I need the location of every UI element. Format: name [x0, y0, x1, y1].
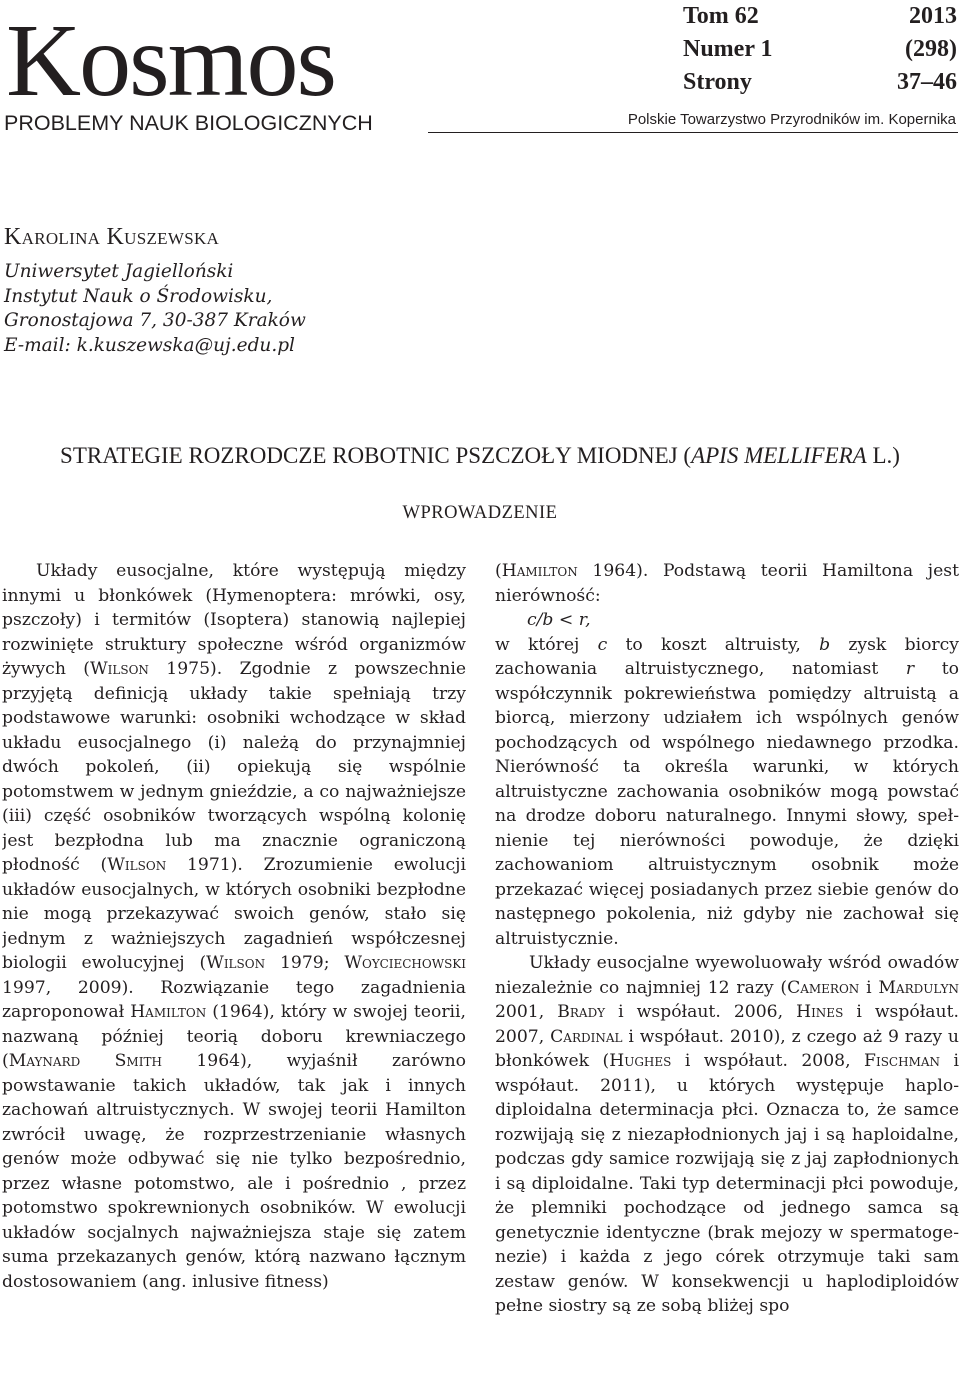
text-run: i współaut. 2008, [671, 1051, 865, 1071]
paragraph-text [495, 635, 959, 949]
text-run: 1975). Zgodnie z powszechnie przyjętą definicją układy takie spełniają trzy podstawowe warunki: osobniki wchodzące w skład układu eusocjalnego (i) należą do przynajmniej dwóch pokoleń, (ii) opiekują się wspólnie potomstwem w jednym gnieździe, a co najważniejsze (iii) część osobników tworzących wspólną kolonię jest bezpłodna lub ma znacznie ograniczoną płodność ( [2, 659, 466, 875]
text-run: Układy eusocjalne, które występują między innymi u błonkówek (Hymenoptera: mrówki, osy, pszczoły) i termitów (Isoptera) stanowią najlepiej rozwinięte struktury społeczne wśród organizmów żywych ( [2, 561, 466, 679]
citation-author: Mardulyn [878, 977, 959, 998]
issue-info [683, 0, 957, 99]
text-run: 1964). Podstawą teorii Hamiltona jest nierówność: [495, 561, 959, 606]
affiliation-line: Instytut Nauk o Środowisku, [4, 285, 273, 307]
article-title [0, 442, 960, 470]
text-run: to współczynnik pokrewieństwa pomiędzy altruistą a biorcą, mierzony udziałem ich wspólnych genów pochodzących od wspólnego niedawnego przodka. Nierówność ta określa warunki, w których altruistyczne zachowania osobników mogą powstać na drodze doboru naturalnego. Innymi słowy, spełnienie tej nierówności powoduje, że dzięki zachowaniom altruistycznym osobnik może przekazać więcej posiadanych przez siebie genów do następnego pokolenia, niż gdyby nie zachował się altruistycznie. [495, 659, 959, 949]
section-heading: WPROWADZENIE [402, 503, 558, 523]
citation-author: Brady [557, 1002, 606, 1022]
text-run: i współaut. 2007, [495, 1002, 959, 1047]
header-rule [428, 132, 958, 133]
left-column [2, 559, 466, 1397]
body-paragraph [2, 559, 466, 1294]
issue-number: (298) [905, 36, 957, 62]
issue-year: 2013 [909, 3, 957, 29]
issue-number-row [683, 33, 957, 66]
affiliation-line: Uniwersytet Jagielloński [4, 261, 234, 282]
body-paragraph [495, 951, 959, 1319]
citation-author: Woyciechowski [344, 953, 466, 973]
author-name: Karolina Kuszewska [4, 224, 220, 250]
body-paragraph [495, 559, 959, 951]
text-run: ( [495, 561, 502, 581]
journal-subtitle: PROBLEMY NAUK BIOLOGICZNYCH [4, 111, 373, 135]
author-affiliation [4, 260, 306, 358]
society-name: Polskie Towarzystwo Przyrodników im. Kopernika [627, 111, 956, 128]
math-variable: b [819, 634, 831, 655]
formula: c/b < r, [527, 610, 591, 630]
citation-author: Wilson [107, 855, 167, 875]
volume-label: Tom 62 [683, 3, 759, 29]
text-run: 1997, 2009). Rozwiązanie tego zagadnienia zaproponował [2, 977, 466, 1022]
issue-pages: 37–46 [897, 69, 957, 95]
citation-author: Maynard Smith [8, 1051, 162, 1071]
citation-author: Hamilton [501, 561, 578, 581]
title-suffix: L.) [866, 443, 900, 468]
text-run: 1971). Zrozumienie ewolucji układów eusocjalnych, w których osobniki bezpłodne nie mogą przekazywać swoich genów, stało się jednym z ważniejszych zagadnień współczesnej biologii ewolucyjnej ( [2, 855, 466, 973]
pages-label: Strony [683, 69, 752, 95]
author-email[interactable]: E-mail: k.kuszewska@uj.edu.pl [4, 334, 295, 356]
title-text: STRATEGIE ROZRODCZE ROBOTNIC PSZCZOŁY MIODNEJ ( [60, 443, 692, 468]
text-run: i współaut. 2010), z czego aż 9 razy u błonkówek ( [495, 1026, 959, 1071]
text-run: 1979; [265, 953, 345, 973]
text-run: to koszt altruisty, [607, 634, 820, 655]
math-variable: c [597, 634, 608, 655]
paragraph-text [495, 561, 959, 606]
text-run: w której [495, 634, 598, 655]
journal-logo: Kosmos [6, 3, 335, 118]
text-run: i [859, 977, 879, 998]
citation-author: Wilson [89, 659, 149, 679]
issue-volume-row [683, 0, 957, 33]
citation-author: Hughes [609, 1051, 672, 1071]
citation-author: Cardinal [550, 1026, 623, 1047]
text-run: (1964), który w swojej teorii, nazwaną później teorią doboru krewniaczego ( [2, 1002, 466, 1071]
text-run: 2001, [495, 1002, 558, 1022]
text-run: Układy eusocjalne wyewoluowały wśród owadów niezależnie co najmniej 12 razy ( [495, 953, 959, 998]
citation-author: Hamilton [130, 1002, 207, 1022]
citation-author: Fischman [864, 1051, 941, 1071]
text-run: zysk biorcy zachowania altruistycznego, natomiast [495, 634, 959, 679]
right-column [495, 559, 959, 1397]
text-run: 1964), wyjaśnił zarówno powstawanie takich układów, tak jak i innych zachowań altruistycznych. W swojej teorii Hamilton zwrócił uwagę, że rozprzestrzenianie własnych genów może odbywać się nie tylko bezpośrednio, przez własne potomstwo, ale i pośrednio , przez potomstwo spokrewnionych osobników. W ewolucji układów socjalnych najważniejsza staje się zatem suma przekazanych genów, którą nazwano łącznym dostosowaniem (ang. inlusive fitness) [2, 1051, 466, 1292]
math-variable: r [905, 659, 915, 679]
citation-author: Wilson [206, 953, 266, 973]
citation-author: Cameron [787, 977, 860, 998]
affiliation-line: Gronostajowa 7, 30-387 Kraków [4, 310, 306, 331]
number-label: Numer 1 [683, 36, 773, 62]
text-run: i współaut. 2006, [605, 1002, 797, 1022]
issue-pages-row [683, 66, 957, 99]
title-species: APIS MELLIFERA [691, 443, 867, 468]
citation-author: Hines [796, 1002, 844, 1022]
text-run: i współaut. 2011), u których występuje haplodiploidalna determinacja płci. Oznacza to, że samce rozwijają się z niezapłodnionych jaj i są haploidalne, podczas gdy samice rozwijają się z jaj zapłodnionych i są diploidalne. Taki typ determinacji płci powoduje, że plemniki pochodzące od jednego samca są genetycznie identyczne (brak mejozy w spermatogenezie) i każda z jego córek otrzymuje taki sam zestaw genów. W konsekwencji u haplodiploidów pełne siostry są ze sobą bliżej spo [495, 1051, 959, 1316]
